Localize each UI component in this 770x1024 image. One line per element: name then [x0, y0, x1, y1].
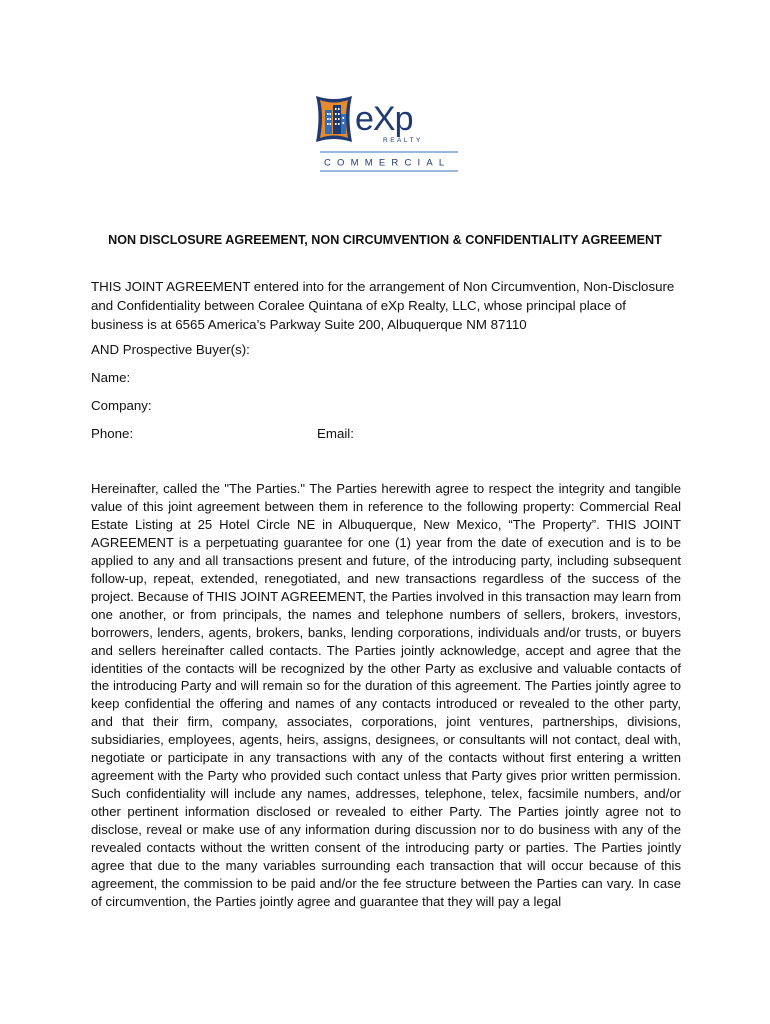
name-label: Name:	[91, 370, 131, 385]
logo-division-text: COMMERCIAL	[324, 157, 451, 169]
logo-brand-text: eXp	[355, 100, 413, 138]
company-label: Company:	[91, 398, 152, 413]
exp-commercial-logo	[312, 92, 460, 174]
buildings-icon	[316, 96, 352, 142]
logo-sub-text: REALTY	[383, 137, 423, 144]
logo-graphic	[312, 92, 460, 174]
body-paragraph: Hereinafter, called the "The Parties." The Parties herewith agree to respect the integrity and tangible value of this joint agreement between them in reference to the following property: Commercial Real Estate Listing at 25 Hotel Circle NE in Albuquerque, New Mexico, “The Property”. THIS JOINT AGREEMENT is a perpetuating guarantee for one (1) year from the date of execution and is to be applied to any and all transactions present and future, of the introducing party, including subsequent follow-up, repeat, extended, renegotiated, and new transactions regardless of the success of the project. Because of THIS JOINT AGREEMENT, the Parties involved in this transaction may learn from one another, or from principals, the names and telephone numbers of sellers, brokers, investors, borrowers, lenders, agents, brokers, banks, lending corporations, individuals and/or trusts, or buyers and sellers hereinafter called contacts. The Parties jointly acknowledge, accept and agree that the identities of the contacts will be recognized by the other Party as exclusive and valuable contacts of the introducing Party and will remain so for the duration of this agreement. The Parties jointly agree to keep confidential the offering and names of any contacts introduced or revealed to the other party, and that their firm, company, associates, corporations, joint ventures, partnerships, divisions, subsidiaries, employees, agents, heirs, assigns, designees, or consultants will not contact, deal with, negotiate or participate in any transactions with any of the contacts without first entering a written agreement with the Party who provided such contact unless that Party gives prior written permission. Such confidentiality will include any names, addresses, telephone, telex, facsimile numbers, and/or other pertinent information disclosed or revealed to either Party. The Parties jointly agree not to disclose, reveal or make use of any information during discussion nor to do business with any of the revealed contacts without the written consent of the introducing party or parties. The Parties jointly agree that due to the many variables surrounding each transaction that will occur because of this agreement, the commission to be paid and/or the fee structure between the Parties can vary. In case of circumvention, the Parties jointly agree and guarantee that they will pay a legal	[91, 481, 681, 909]
buyer-heading: AND Prospective Buyer(s):	[91, 342, 250, 357]
phone-label: Phone:	[91, 426, 134, 441]
email-label: Email:	[317, 426, 354, 441]
intro-paragraph: THIS JOINT AGREEMENT entered into for the arrangement of Non Circumvention, Non-Disclosure and Confidentiality between Coralee Quintana of eXp Realty, LLC, whose principal place of business is at 6565 America’s Parkway Suite 200, Albuquerque NM 87110	[91, 279, 675, 333]
document-title: NON DISCLOSURE AGREEMENT, NON CIRCUMVENTION & CONFIDENTIALITY AGREEMENT	[108, 233, 662, 247]
